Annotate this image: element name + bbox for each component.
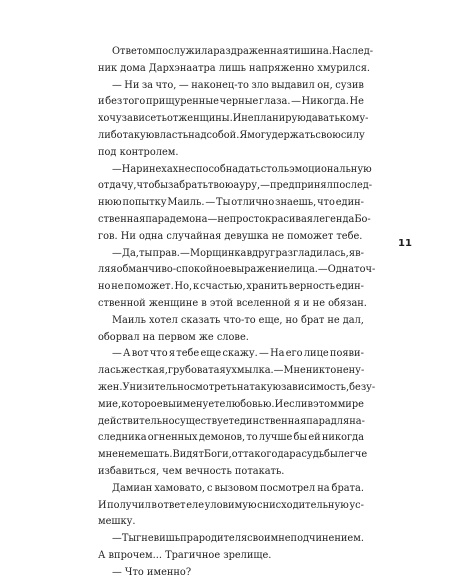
text-line: под контролем.	[98, 146, 179, 158]
text-line: ственная пара демона — не просто красивая легенда Бо-	[98, 213, 371, 225]
text-line: мие, которое вы именуете любовью. И если в этом мире	[98, 398, 364, 410]
text-line: — А вот что я тебе еще скажу. — На его лице появи-	[112, 348, 364, 360]
text-line: — Ни за что, — наконец-то зло выдавил он, сузив	[112, 79, 364, 91]
text-line: нюю попытку Маиль. — Ты отлично знаешь, что един-	[98, 197, 364, 209]
text-line: жен. Унизительно смотреть на такую зависимость, безу-	[98, 381, 376, 393]
text-line: действительно существует единственная пара для на-	[98, 415, 365, 427]
text-line: Маиль хотел сказать что-то еще, но брат не дал,	[112, 314, 364, 326]
text-line: избавиться, чем вечность потакать.	[98, 465, 285, 477]
text-line: следника огненных демонов, то лучше бы ей никогда	[98, 432, 364, 444]
text-line: оборвал на первом же слове.	[98, 331, 249, 343]
text-line: мешку.	[98, 516, 136, 528]
text-line: Дамиан хамовато, с вызовом посмотрел на брата.	[112, 482, 364, 494]
text-line: лась жесткая, грубоватая ухмылка. — Мне никто не ну-	[98, 365, 365, 377]
text-line: гов. Ни одна случайная девушка не поможет тебе.	[98, 230, 363, 242]
text-line: ляя обманчиво-спокойное выражение лица. — Одна точ-	[98, 264, 376, 276]
text-line: отдачу, чтобы забрать твою ауру, — предпринял послед-	[98, 180, 373, 192]
text-line: А впрочем... Трагичное зрелище.	[98, 549, 272, 561]
text-line: но не поможет. Но, к счастью, хранить верность един-	[98, 281, 364, 293]
text-line: либо такую власть над собой. Я могу держать свою силу	[98, 129, 365, 141]
text-line: хочу зависеть от женщины. И не планирую давать кому-	[98, 113, 369, 125]
text-line: ник дома Дархэнаатра лишь напряженно хмурился.	[98, 62, 371, 74]
text-line: и без того прищуренные черные глаза. — Никогда. Не	[98, 96, 364, 108]
page-number: 11	[398, 238, 412, 249]
text-line: — Что именно?	[112, 566, 192, 578]
text-line: — Ты гневишь прародителя своим неподчинением.	[112, 533, 364, 545]
text-line: И получил в ответ еле уловимую снисходительную ус-	[98, 499, 364, 511]
text-line: — Наринехах не способна дать столь эмоциональную	[112, 163, 372, 175]
text-line: мне не мешать. Видят Боги, от такого дара судьбы легче	[98, 449, 368, 461]
text-line: — Да, ты прав. — Морщинка вдруг разгладилась, яв-	[112, 247, 364, 259]
body-text	[98, 44, 376, 582]
text-line: ственной женщине в этой вселенной я и не обязан.	[98, 297, 367, 309]
text-line: Ответом послужила раздраженная тишина. Наслед-	[112, 46, 374, 57]
